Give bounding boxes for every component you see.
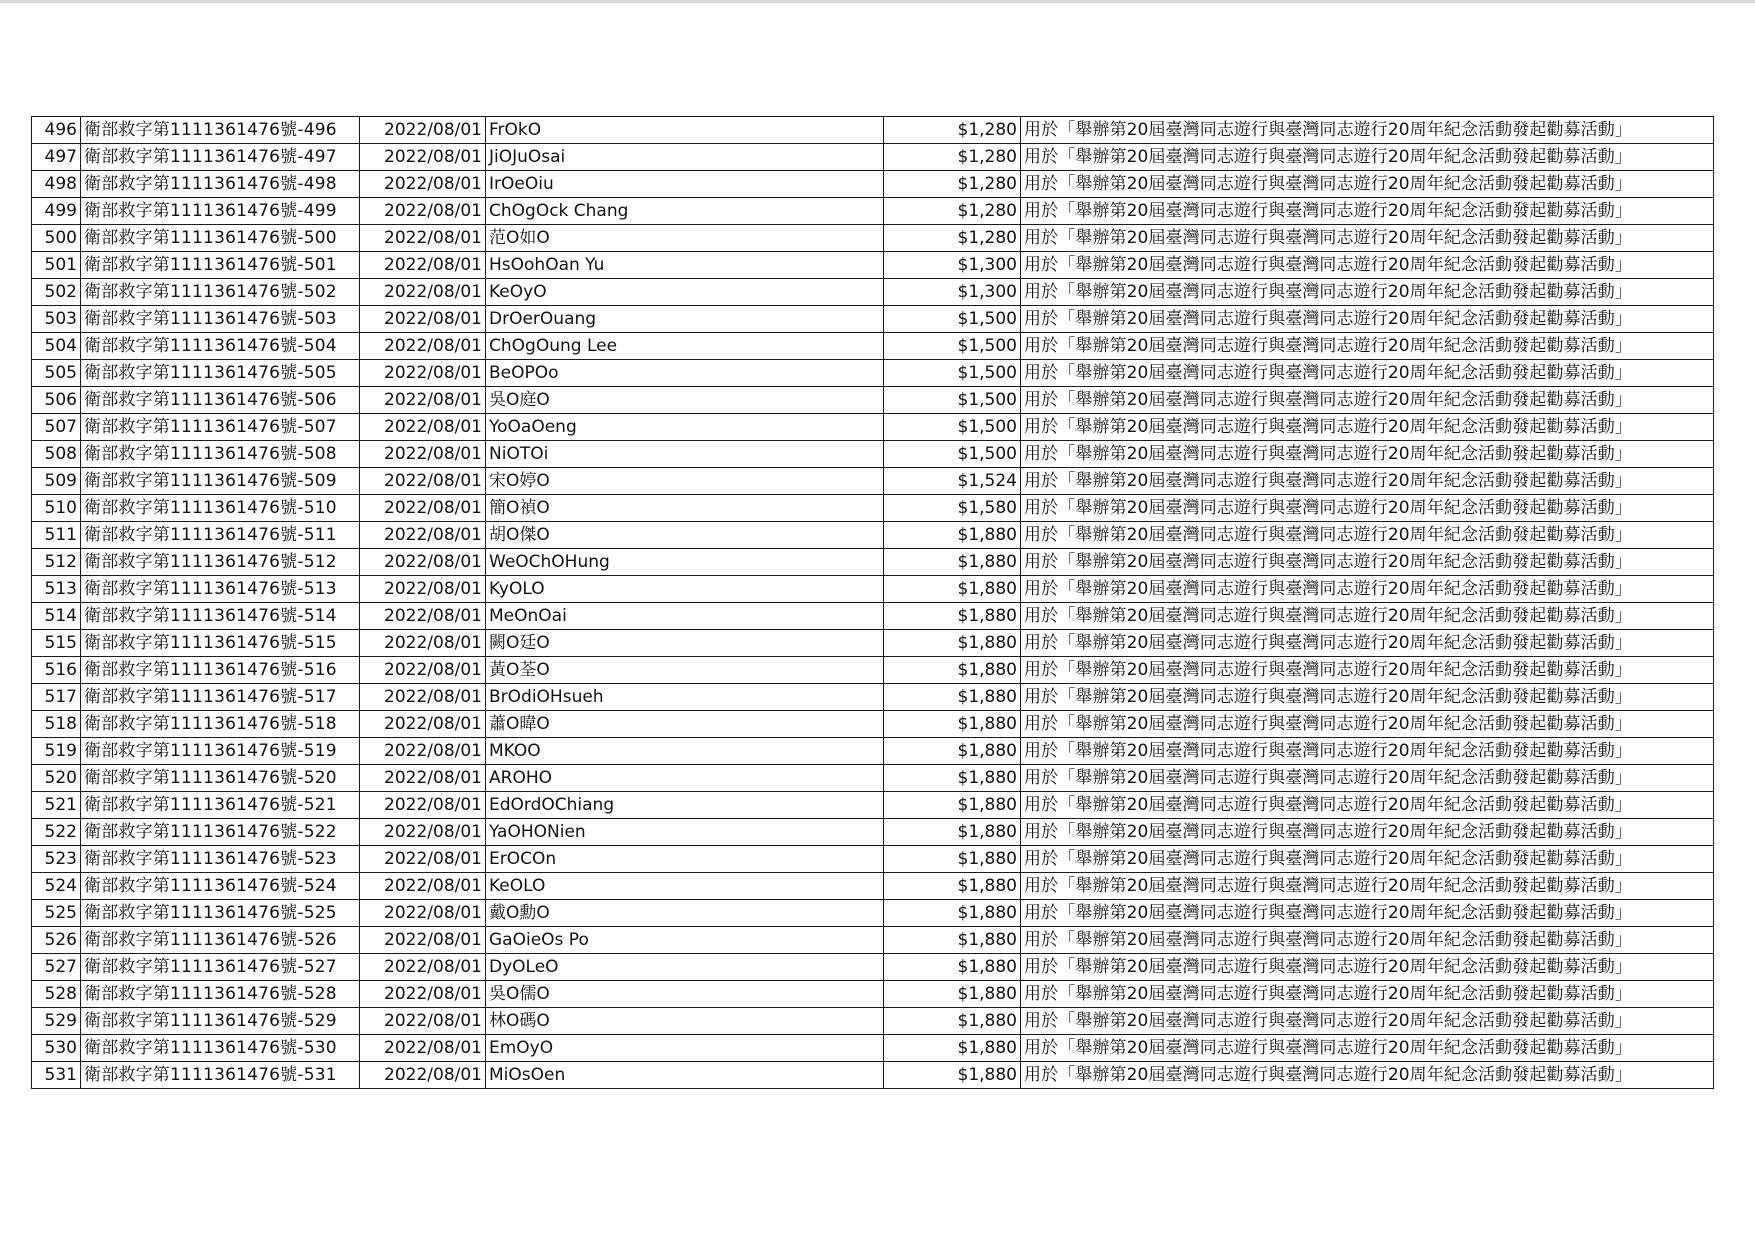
row-number: 498 — [32, 171, 81, 198]
donation-purpose: 用於「舉辦第20屆臺灣同志遊行與臺灣同志遊行20周年紀念活動發起勸募活動」 — [1021, 792, 1714, 819]
row-number: 507 — [32, 414, 81, 441]
donation-purpose: 用於「舉辦第20屆臺灣同志遊行與臺灣同志遊行20周年紀念活動發起勸募活動」 — [1021, 522, 1714, 549]
receipt-reference: 衛部救字第1111361476號-498 — [81, 171, 360, 198]
donation-purpose: 用於「舉辦第20屆臺灣同志遊行與臺灣同志遊行20周年紀念活動發起勸募活動」 — [1021, 954, 1714, 981]
table-row — [32, 603, 1714, 630]
receipt-reference: 衛部救字第1111361476號-530 — [81, 1035, 360, 1062]
row-number: 505 — [32, 360, 81, 387]
donation-amount: $1,880 — [884, 873, 1021, 900]
row-number: 515 — [32, 630, 81, 657]
donation-amount: $1,880 — [884, 900, 1021, 927]
row-number: 527 — [32, 954, 81, 981]
receipt-reference: 衛部救字第1111361476號-496 — [81, 117, 360, 144]
row-number: 509 — [32, 468, 81, 495]
donation-purpose: 用於「舉辦第20屆臺灣同志遊行與臺灣同志遊行20周年紀念活動發起勸募活動」 — [1021, 414, 1714, 441]
donation-date: 2022/08/01 — [360, 171, 486, 198]
table-row — [32, 117, 1714, 144]
table-row — [32, 1035, 1714, 1062]
donation-purpose: 用於「舉辦第20屆臺灣同志遊行與臺灣同志遊行20周年紀念活動發起勸募活動」 — [1021, 927, 1714, 954]
donation-purpose: 用於「舉辦第20屆臺灣同志遊行與臺灣同志遊行20周年紀念活動發起勸募活動」 — [1021, 333, 1714, 360]
donor-name: FrOkO — [486, 117, 884, 144]
row-number: 521 — [32, 792, 81, 819]
donation-date: 2022/08/01 — [360, 765, 486, 792]
donation-date: 2022/08/01 — [360, 279, 486, 306]
donation-date: 2022/08/01 — [360, 522, 486, 549]
donation-date: 2022/08/01 — [360, 981, 486, 1008]
donation-purpose: 用於「舉辦第20屆臺灣同志遊行與臺灣同志遊行20周年紀念活動發起勸募活動」 — [1021, 225, 1714, 252]
table-row — [32, 306, 1714, 333]
donor-name: ChOgOck Chang — [486, 198, 884, 225]
receipt-reference: 衛部救字第1111361476號-519 — [81, 738, 360, 765]
table-row — [32, 765, 1714, 792]
donor-name: AROHO — [486, 765, 884, 792]
table-row — [32, 954, 1714, 981]
donation-amount: $1,880 — [884, 738, 1021, 765]
donation-date: 2022/08/01 — [360, 792, 486, 819]
receipt-reference: 衛部救字第1111361476號-522 — [81, 819, 360, 846]
table-row — [32, 468, 1714, 495]
receipt-reference: 衛部救字第1111361476號-518 — [81, 711, 360, 738]
receipt-reference: 衛部救字第1111361476號-505 — [81, 360, 360, 387]
donation-amount: $1,880 — [884, 549, 1021, 576]
donation-date: 2022/08/01 — [360, 927, 486, 954]
row-number: 512 — [32, 549, 81, 576]
receipt-reference: 衛部救字第1111361476號-511 — [81, 522, 360, 549]
row-number: 523 — [32, 846, 81, 873]
donor-name: MeOnOai — [486, 603, 884, 630]
donation-amount: $1,280 — [884, 225, 1021, 252]
donor-name: 范O如O — [486, 225, 884, 252]
row-number: 510 — [32, 495, 81, 522]
donor-name: 戴O勳O — [486, 900, 884, 927]
donation-date: 2022/08/01 — [360, 738, 486, 765]
donation-date: 2022/08/01 — [360, 1008, 486, 1035]
row-number: 524 — [32, 873, 81, 900]
receipt-reference: 衛部救字第1111361476號-513 — [81, 576, 360, 603]
row-number: 502 — [32, 279, 81, 306]
row-number: 503 — [32, 306, 81, 333]
receipt-reference: 衛部救字第1111361476號-527 — [81, 954, 360, 981]
table-row — [32, 333, 1714, 360]
donation-amount: $1,280 — [884, 117, 1021, 144]
table-row — [32, 225, 1714, 252]
receipt-reference: 衛部救字第1111361476號-502 — [81, 279, 360, 306]
donation-amount: $1,880 — [884, 846, 1021, 873]
row-number: 501 — [32, 252, 81, 279]
donor-name: 胡O傑O — [486, 522, 884, 549]
donor-name: 闕O廷O — [486, 630, 884, 657]
donation-purpose: 用於「舉辦第20屆臺灣同志遊行與臺灣同志遊行20周年紀念活動發起勸募活動」 — [1021, 1008, 1714, 1035]
donation-date: 2022/08/01 — [360, 414, 486, 441]
row-number: 511 — [32, 522, 81, 549]
donation-purpose: 用於「舉辦第20屆臺灣同志遊行與臺灣同志遊行20周年紀念活動發起勸募活動」 — [1021, 198, 1714, 225]
table-row — [32, 792, 1714, 819]
donor-name: ChOgOung Lee — [486, 333, 884, 360]
donation-amount: $1,880 — [884, 1035, 1021, 1062]
row-number: 531 — [32, 1062, 81, 1089]
donor-name: DrOerOuang — [486, 306, 884, 333]
donor-name: 吳O庭O — [486, 387, 884, 414]
receipt-reference: 衛部救字第1111361476號-516 — [81, 657, 360, 684]
donation-purpose: 用於「舉辦第20屆臺灣同志遊行與臺灣同志遊行20周年紀念活動發起勸募活動」 — [1021, 144, 1714, 171]
scan-edge-line — [0, 0, 1755, 3]
row-number: 506 — [32, 387, 81, 414]
donation-purpose: 用於「舉辦第20屆臺灣同志遊行與臺灣同志遊行20周年紀念活動發起勸募活動」 — [1021, 117, 1714, 144]
donor-name: DyOLeO — [486, 954, 884, 981]
donation-date: 2022/08/01 — [360, 333, 486, 360]
donation-amount: $1,500 — [884, 414, 1021, 441]
donor-name: 黃O荃O — [486, 657, 884, 684]
table-row — [32, 144, 1714, 171]
receipt-reference: 衛部救字第1111361476號-512 — [81, 549, 360, 576]
table-row — [32, 873, 1714, 900]
donor-name: HsOohOan Yu — [486, 252, 884, 279]
donation-purpose: 用於「舉辦第20屆臺灣同志遊行與臺灣同志遊行20周年紀念活動發起勸募活動」 — [1021, 900, 1714, 927]
receipt-reference: 衛部救字第1111361476號-500 — [81, 225, 360, 252]
donation-purpose: 用於「舉辦第20屆臺灣同志遊行與臺灣同志遊行20周年紀念活動發起勸募活動」 — [1021, 819, 1714, 846]
donation-date: 2022/08/01 — [360, 1035, 486, 1062]
donor-name: YoOaOeng — [486, 414, 884, 441]
donation-date: 2022/08/01 — [360, 441, 486, 468]
donor-name: EmOyO — [486, 1035, 884, 1062]
donation-purpose: 用於「舉辦第20屆臺灣同志遊行與臺灣同志遊行20周年紀念活動發起勸募活動」 — [1021, 657, 1714, 684]
row-number: 508 — [32, 441, 81, 468]
receipt-reference: 衛部救字第1111361476號-507 — [81, 414, 360, 441]
donation-amount: $1,880 — [884, 981, 1021, 1008]
table-row — [32, 711, 1714, 738]
receipt-reference: 衛部救字第1111361476號-510 — [81, 495, 360, 522]
table-row — [32, 846, 1714, 873]
table-row — [32, 252, 1714, 279]
table-row — [32, 1008, 1714, 1035]
donor-name: KeOyO — [486, 279, 884, 306]
donation-amount: $1,880 — [884, 630, 1021, 657]
table-row — [32, 900, 1714, 927]
receipt-reference: 衛部救字第1111361476號-521 — [81, 792, 360, 819]
donor-name: BrOdiOHsueh — [486, 684, 884, 711]
donation-purpose: 用於「舉辦第20屆臺灣同志遊行與臺灣同志遊行20周年紀念活動發起勸募活動」 — [1021, 252, 1714, 279]
table-row — [32, 522, 1714, 549]
donation-amount: $1,880 — [884, 1008, 1021, 1035]
donation-date: 2022/08/01 — [360, 387, 486, 414]
row-number: 499 — [32, 198, 81, 225]
donation-amount: $1,880 — [884, 576, 1021, 603]
donation-amount: $1,880 — [884, 603, 1021, 630]
row-number: 514 — [32, 603, 81, 630]
donation-amount: $1,880 — [884, 711, 1021, 738]
donation-purpose: 用於「舉辦第20屆臺灣同志遊行與臺灣同志遊行20周年紀念活動發起勸募活動」 — [1021, 549, 1714, 576]
row-number: 500 — [32, 225, 81, 252]
donor-name: MiOsOen — [486, 1062, 884, 1089]
receipt-reference: 衛部救字第1111361476號-514 — [81, 603, 360, 630]
row-number: 497 — [32, 144, 81, 171]
receipt-reference: 衛部救字第1111361476號-526 — [81, 927, 360, 954]
donation-date: 2022/08/01 — [360, 198, 486, 225]
donor-name: BeOPOo — [486, 360, 884, 387]
row-number: 517 — [32, 684, 81, 711]
table-row — [32, 981, 1714, 1008]
donation-date: 2022/08/01 — [360, 576, 486, 603]
receipt-reference: 衛部救字第1111361476號-504 — [81, 333, 360, 360]
donation-date: 2022/08/01 — [360, 873, 486, 900]
donor-name: 簡O禎O — [486, 495, 884, 522]
table-row — [32, 387, 1714, 414]
donation-date: 2022/08/01 — [360, 252, 486, 279]
donation-date: 2022/08/01 — [360, 684, 486, 711]
donor-name: EdOrdOChiang — [486, 792, 884, 819]
donation-amount: $1,524 — [884, 468, 1021, 495]
donation-amount: $1,500 — [884, 333, 1021, 360]
donation-date: 2022/08/01 — [360, 711, 486, 738]
table-row — [32, 1062, 1714, 1089]
donation-date: 2022/08/01 — [360, 1062, 486, 1089]
table-row — [32, 684, 1714, 711]
donation-date: 2022/08/01 — [360, 900, 486, 927]
receipt-reference: 衛部救字第1111361476號-515 — [81, 630, 360, 657]
donation-amount: $1,500 — [884, 360, 1021, 387]
donation-date: 2022/08/01 — [360, 657, 486, 684]
donation-amount: $1,300 — [884, 252, 1021, 279]
donation-date: 2022/08/01 — [360, 225, 486, 252]
donation-purpose: 用於「舉辦第20屆臺灣同志遊行與臺灣同志遊行20周年紀念活動發起勸募活動」 — [1021, 576, 1714, 603]
donor-name: 吳O儒O — [486, 981, 884, 1008]
receipt-reference: 衛部救字第1111361476號-523 — [81, 846, 360, 873]
donation-amount: $1,280 — [884, 144, 1021, 171]
row-number: 504 — [32, 333, 81, 360]
donation-date: 2022/08/01 — [360, 549, 486, 576]
table-row — [32, 819, 1714, 846]
donation-purpose: 用於「舉辦第20屆臺灣同志遊行與臺灣同志遊行20周年紀念活動發起勸募活動」 — [1021, 441, 1714, 468]
donor-name: GaOieOs Po — [486, 927, 884, 954]
receipt-reference: 衛部救字第1111361476號-501 — [81, 252, 360, 279]
donation-date: 2022/08/01 — [360, 360, 486, 387]
donation-amount: $1,880 — [884, 1062, 1021, 1089]
donation-amount: $1,500 — [884, 387, 1021, 414]
donation-purpose: 用於「舉辦第20屆臺灣同志遊行與臺灣同志遊行20周年紀念活動發起勸募活動」 — [1021, 306, 1714, 333]
table-row — [32, 927, 1714, 954]
table-row — [32, 279, 1714, 306]
table-row — [32, 630, 1714, 657]
donor-name: MKOO — [486, 738, 884, 765]
donor-name: JiOJuOsai — [486, 144, 884, 171]
row-number: 496 — [32, 117, 81, 144]
row-number: 526 — [32, 927, 81, 954]
receipt-reference: 衛部救字第1111361476號-509 — [81, 468, 360, 495]
donor-name: IrOeOiu — [486, 171, 884, 198]
donation-amount: $1,580 — [884, 495, 1021, 522]
donation-amount: $1,880 — [884, 522, 1021, 549]
table-row — [32, 549, 1714, 576]
table-row — [32, 414, 1714, 441]
donation-amount: $1,880 — [884, 792, 1021, 819]
donation-purpose: 用於「舉辦第20屆臺灣同志遊行與臺灣同志遊行20周年紀念活動發起勸募活動」 — [1021, 171, 1714, 198]
donation-purpose: 用於「舉辦第20屆臺灣同志遊行與臺灣同志遊行20周年紀念活動發起勸募活動」 — [1021, 495, 1714, 522]
receipt-reference: 衛部救字第1111361476號-506 — [81, 387, 360, 414]
donation-amount: $1,880 — [884, 684, 1021, 711]
donor-name: KyOLO — [486, 576, 884, 603]
donation-amount: $1,500 — [884, 306, 1021, 333]
receipt-reference: 衛部救字第1111361476號-517 — [81, 684, 360, 711]
donation-purpose: 用於「舉辦第20屆臺灣同志遊行與臺灣同志遊行20周年紀念活動發起勸募活動」 — [1021, 603, 1714, 630]
donor-name: 蕭O暐O — [486, 711, 884, 738]
receipt-reference: 衛部救字第1111361476號-508 — [81, 441, 360, 468]
donation-amount: $1,880 — [884, 819, 1021, 846]
donor-name: NiOTOi — [486, 441, 884, 468]
donor-name: WeOChOHung — [486, 549, 884, 576]
receipt-reference: 衛部救字第1111361476號-497 — [81, 144, 360, 171]
row-number: 520 — [32, 765, 81, 792]
donation-amount: $1,500 — [884, 441, 1021, 468]
donation-date: 2022/08/01 — [360, 468, 486, 495]
donor-name: 宋O婷O — [486, 468, 884, 495]
donation-date: 2022/08/01 — [360, 306, 486, 333]
table-row — [32, 738, 1714, 765]
donation-purpose: 用於「舉辦第20屆臺灣同志遊行與臺灣同志遊行20周年紀念活動發起勸募活動」 — [1021, 1035, 1714, 1062]
donation-purpose: 用於「舉辦第20屆臺灣同志遊行與臺灣同志遊行20周年紀念活動發起勸募活動」 — [1021, 738, 1714, 765]
row-number: 519 — [32, 738, 81, 765]
row-number: 528 — [32, 981, 81, 1008]
donation-purpose: 用於「舉辦第20屆臺灣同志遊行與臺灣同志遊行20周年紀念活動發起勸募活動」 — [1021, 360, 1714, 387]
donation-purpose: 用於「舉辦第20屆臺灣同志遊行與臺灣同志遊行20周年紀念活動發起勸募活動」 — [1021, 279, 1714, 306]
table-row — [32, 198, 1714, 225]
donation-purpose: 用於「舉辦第20屆臺灣同志遊行與臺灣同志遊行20周年紀念活動發起勸募活動」 — [1021, 846, 1714, 873]
donation-date: 2022/08/01 — [360, 603, 486, 630]
donation-amount: $1,280 — [884, 198, 1021, 225]
donation-date: 2022/08/01 — [360, 846, 486, 873]
row-number: 522 — [32, 819, 81, 846]
receipt-reference: 衛部救字第1111361476號-529 — [81, 1008, 360, 1035]
receipt-reference: 衛部救字第1111361476號-528 — [81, 981, 360, 1008]
donation-amount: $1,300 — [884, 279, 1021, 306]
donation-date: 2022/08/01 — [360, 144, 486, 171]
donor-name: KeOLO — [486, 873, 884, 900]
donation-purpose: 用於「舉辦第20屆臺灣同志遊行與臺灣同志遊行20周年紀念活動發起勸募活動」 — [1021, 873, 1714, 900]
donor-name: YaOHONien — [486, 819, 884, 846]
receipt-reference: 衛部救字第1111361476號-499 — [81, 198, 360, 225]
donation-amount: $1,880 — [884, 954, 1021, 981]
donor-name: 林O碼O — [486, 1008, 884, 1035]
table-row — [32, 657, 1714, 684]
donor-name: ErOCOn — [486, 846, 884, 873]
donation-purpose: 用於「舉辦第20屆臺灣同志遊行與臺灣同志遊行20周年紀念活動發起勸募活動」 — [1021, 684, 1714, 711]
row-number: 518 — [32, 711, 81, 738]
donation-purpose: 用於「舉辦第20屆臺灣同志遊行與臺灣同志遊行20周年紀念活動發起勸募活動」 — [1021, 711, 1714, 738]
donation-purpose: 用於「舉辦第20屆臺灣同志遊行與臺灣同志遊行20周年紀念活動發起勸募活動」 — [1021, 630, 1714, 657]
donation-date: 2022/08/01 — [360, 630, 486, 657]
receipt-reference: 衛部救字第1111361476號-503 — [81, 306, 360, 333]
donation-date: 2022/08/01 — [360, 819, 486, 846]
donation-purpose: 用於「舉辦第20屆臺灣同志遊行與臺灣同志遊行20周年紀念活動發起勸募活動」 — [1021, 387, 1714, 414]
row-number: 530 — [32, 1035, 81, 1062]
receipt-reference: 衛部救字第1111361476號-524 — [81, 873, 360, 900]
row-number: 529 — [32, 1008, 81, 1035]
donation-amount: $1,880 — [884, 657, 1021, 684]
receipt-reference: 衛部救字第1111361476號-520 — [81, 765, 360, 792]
donation-amount: $1,880 — [884, 765, 1021, 792]
donation-date: 2022/08/01 — [360, 117, 486, 144]
table-row — [32, 495, 1714, 522]
donation-date: 2022/08/01 — [360, 495, 486, 522]
donation-purpose: 用於「舉辦第20屆臺灣同志遊行與臺灣同志遊行20周年紀念活動發起勸募活動」 — [1021, 765, 1714, 792]
donation-amount: $1,280 — [884, 171, 1021, 198]
receipt-reference: 衛部救字第1111361476號-525 — [81, 900, 360, 927]
donation-table-body — [32, 117, 1714, 1089]
row-number: 525 — [32, 900, 81, 927]
donation-purpose: 用於「舉辦第20屆臺灣同志遊行與臺灣同志遊行20周年紀念活動發起勸募活動」 — [1021, 1062, 1714, 1089]
donation-table — [31, 116, 1714, 1089]
table-row — [32, 576, 1714, 603]
table-row — [32, 441, 1714, 468]
row-number: 516 — [32, 657, 81, 684]
table-row — [32, 360, 1714, 387]
donation-amount: $1,880 — [884, 927, 1021, 954]
receipt-reference: 衛部救字第1111361476號-531 — [81, 1062, 360, 1089]
table-row — [32, 171, 1714, 198]
donation-purpose: 用於「舉辦第20屆臺灣同志遊行與臺灣同志遊行20周年紀念活動發起勸募活動」 — [1021, 468, 1714, 495]
row-number: 513 — [32, 576, 81, 603]
donation-date: 2022/08/01 — [360, 954, 486, 981]
donation-purpose: 用於「舉辦第20屆臺灣同志遊行與臺灣同志遊行20周年紀念活動發起勸募活動」 — [1021, 981, 1714, 1008]
